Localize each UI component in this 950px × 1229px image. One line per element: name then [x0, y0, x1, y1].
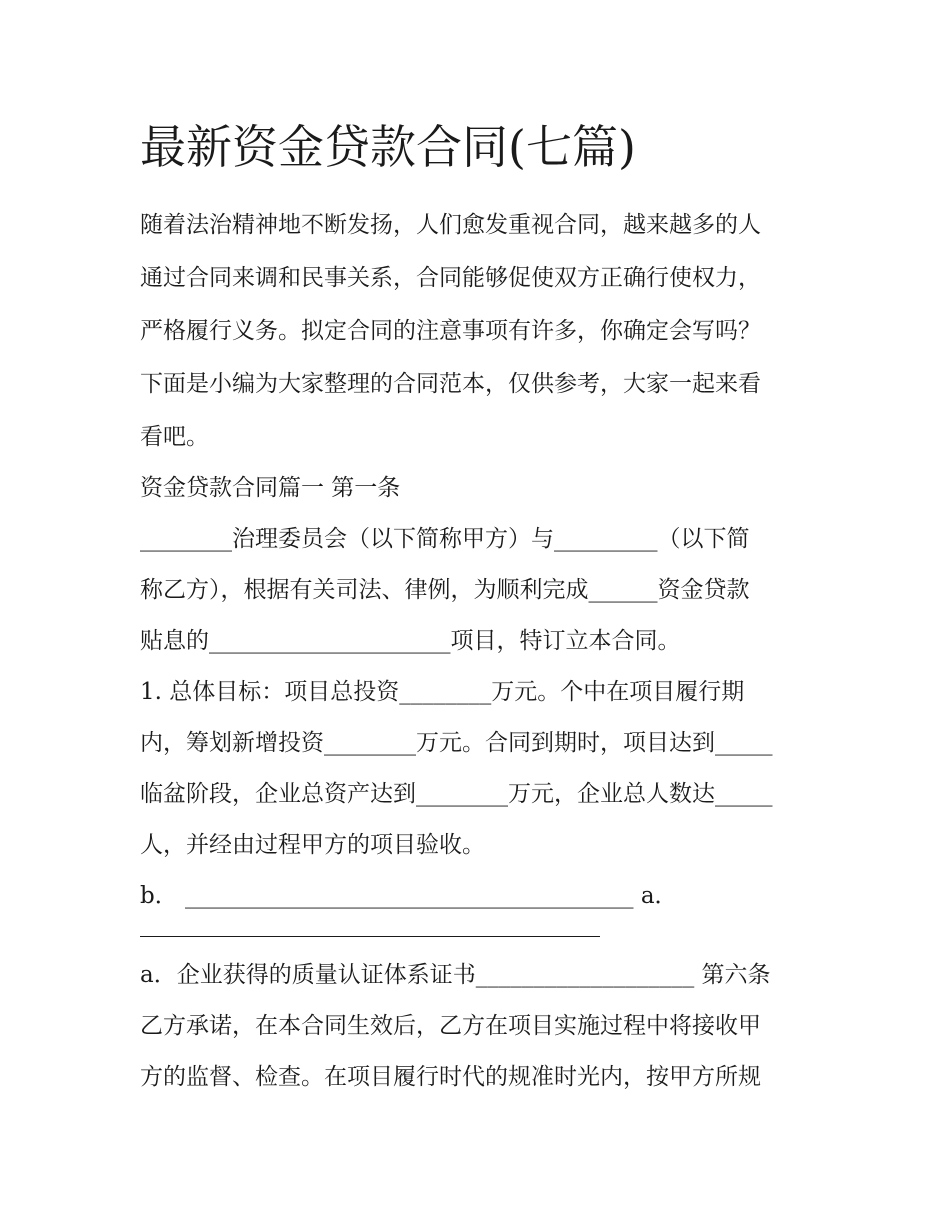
paragraph-line: ________治理委员会（以下简称甲方）与_________（以下简 — [140, 526, 750, 552]
paragraph-line: 临盆阶段，企业总资产达到________万元，企业总人数达_____ — [140, 781, 773, 807]
document-title: 最新资金贷款合同(七篇) — [140, 120, 636, 174]
paragraph-line: 内，筹划新增投资________万元。合同到期时，项目达到_____ — [140, 730, 773, 756]
paragraph-line: 乙方承诺，在本合同生效后，乙方在项目实施过程中将接收甲 — [140, 1013, 761, 1039]
paragraph-line: b． _______________________________________ a． — [140, 883, 678, 909]
paragraph-line: a．企业获得的质量认证体系证书___________________ 第六条 — [140, 962, 771, 988]
blank-underline — [140, 936, 600, 937]
paragraph-line: 称乙方），根据有关司法、律例，为顺利完成______资金贷款 — [140, 577, 750, 603]
paragraph-line: 严格履行义务。拟定合同的注意事项有许多，你确定会写吗？ — [140, 318, 761, 344]
paragraph-line: 看吧。 — [140, 424, 209, 450]
paragraph-line: 人，并经由过程甲方的项目验收。 — [140, 832, 485, 858]
paragraph-line: 下面是小编为大家整理的合同范本，仅供参考，大家一起来看 — [140, 371, 761, 397]
paragraph-line: 1. 总体目标：项目总投资________万元。个中在项目履行期 — [140, 679, 745, 705]
paragraph-line: 贴息的_____________________项目，特订立本合同。 — [140, 628, 681, 654]
paragraph-line: 随着法治精神地不断发扬，人们愈发重视合同，越来越多的人 — [140, 212, 761, 238]
section-heading: 资金贷款合同篇一 第一条 — [140, 475, 401, 501]
paragraph-line: 通过合同来调和民事关系，合同能够促使双方正确行使权力， — [140, 265, 761, 291]
paragraph-line: 方的监督、检查。在项目履行时代的规准时光内，按甲方所规 — [140, 1064, 761, 1090]
